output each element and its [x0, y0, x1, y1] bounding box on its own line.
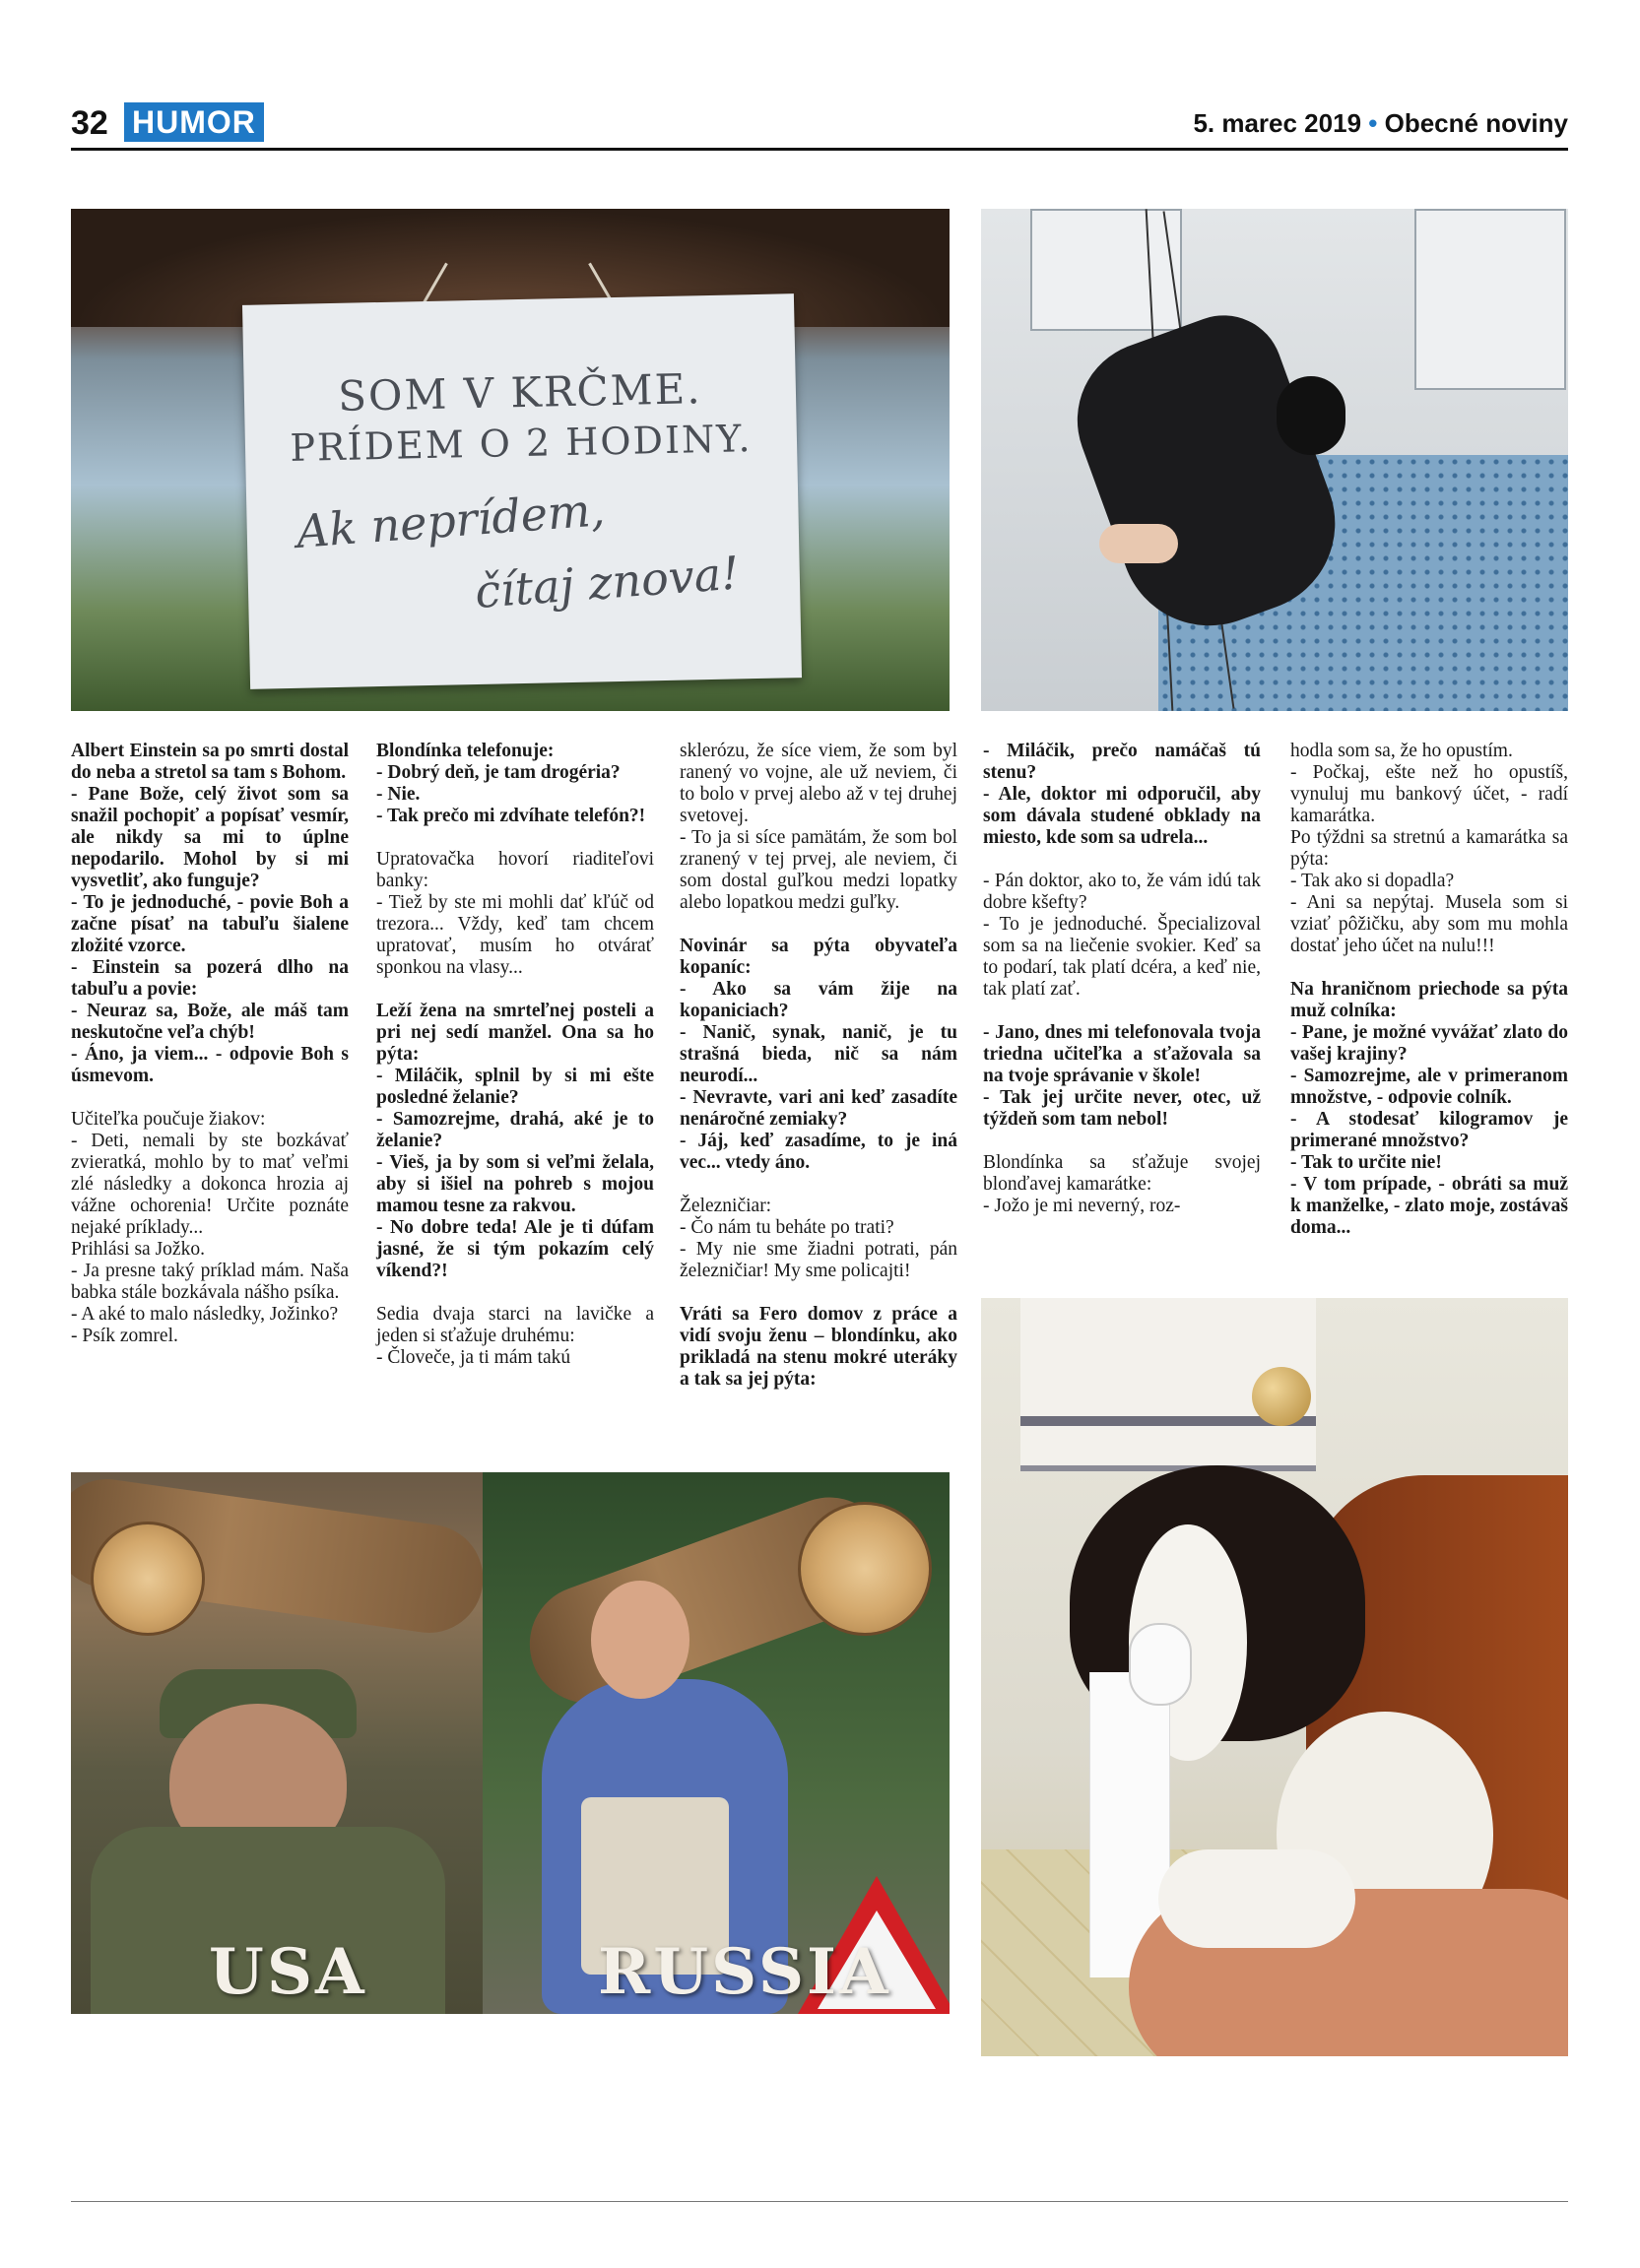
climber-leg [1099, 524, 1178, 563]
joke-line-bold: - A stodesať kilogramov je primerané množstvo? [1290, 1109, 1568, 1151]
joke-line-bold: - Jáj, keď zasadíme, to je iná vec... vtedy áno. [680, 1131, 957, 1173]
page-number: 32 [71, 104, 108, 142]
toilet-paper-roll [1129, 1623, 1192, 1706]
joke-line: Prihlási sa Jožko. [71, 1239, 205, 1260]
joke-line-bold: - Tak prečo mi zdvíhate telefón?! [376, 806, 646, 826]
page-header [71, 98, 1568, 148]
paragraph-gap [983, 1001, 1261, 1022]
paragraph-gap [71, 1087, 349, 1109]
photo-dog-toilet-paper [981, 1298, 1568, 2056]
joke-line: - Ani sa nepýtaj. Musela som si vziať pôžičku, aby som mu mohla dostať jeho účet na nulu!!! [1290, 892, 1568, 956]
joke-line: - A aké to malo následky, Jožinko? [71, 1304, 339, 1325]
joke-line-bold: - Nanič, synak, nanič, je tu strašná bieda, nič sa nám neurodí... [680, 1022, 957, 1086]
joke-line: - Jožo je mi neverný, roz- [983, 1196, 1181, 1216]
joke-line-bold: - Tak to určite nie! [1290, 1152, 1442, 1173]
paragraph-gap [376, 1282, 654, 1304]
separator-bullet: • [1368, 108, 1378, 138]
issue-date: 5. marec 2019 [1193, 108, 1362, 138]
paragraph-gap [680, 914, 957, 936]
joke-line-bold: - Ako sa vám žije na kopaniciach? [680, 979, 957, 1021]
joke-line-bold: - Dobrý deň, je tam drogéria? [376, 762, 621, 783]
joke-line-bold: - Nie. [376, 784, 421, 805]
joke-line-bold: - No dobre teda! Ale je ti dúfam jasné, že si tým pokazím celý víkend?! [376, 1217, 654, 1281]
joke-line-bold: - Tak jej určite never, otec, už týždeň som tam nebol! [983, 1087, 1261, 1130]
sign-text-line-4: čítaj znova! [473, 546, 742, 618]
joke-line-bold: Vráti sa Fero domov z práce a vidí svoju ženu – blondínku, ako prikladá na stenu mokré uteráky a tak sa jej pýta: [680, 1304, 957, 1390]
joke-line: - Tak ako si dopadla? [1290, 871, 1455, 891]
sign-board [242, 293, 802, 689]
joke-line-bold: - Miláčik, prečo namáčaš tú stenu? [983, 741, 1261, 783]
sign-text-line-1: SOM V KRČME. [337, 364, 703, 421]
joke-line-bold: Leží žena na smrteľnej posteli a pri nej sedí manžel. Ona sa ho pýta: [376, 1001, 654, 1065]
joke-column-5 [1290, 741, 1568, 1239]
joke-line-bold: - Miláčik, splnil by si mi ešte posledné želanie? [376, 1066, 654, 1108]
joke-line-bold: - Ale, doktor mi odporučil, aby som dávala studené obklady na miesto, kde som sa udrela... [983, 784, 1261, 848]
joke-line: Železničiar: [680, 1196, 772, 1216]
paragraph-gap [680, 1282, 957, 1304]
sign-text-line-3: Ak neprídem, [295, 483, 607, 558]
joke-column-1 [71, 741, 349, 1347]
joke-line: - My nie sme žiadni potrati, pán železničiar! My sme policajti! [680, 1239, 957, 1281]
joke-line-bold: - Pane Bože, celý život som sa snažil pochopiť a popísať vesmír, ale nikdy sa mi to úplne nepodarilo. Mohol by si mi vysvetliť, ako funguje? [71, 784, 349, 891]
dog-paw [1158, 1849, 1355, 1948]
paragraph-gap [376, 827, 654, 849]
paragraph-gap [1290, 957, 1568, 979]
photo-climber [981, 209, 1568, 711]
joke-line-bold: - V tom prípade, - obráti sa muž k manželke, - zlato moje, zostávaš doma... [1290, 1174, 1568, 1238]
joke-line-bold: - To je jednoduché, - povie Boh a začne písať na tabuľu šialene zložité vzorce. [71, 892, 349, 956]
footer-rule [71, 2201, 1568, 2202]
section-label: HUMOR [124, 102, 264, 142]
joke-line: Blondínka sa sťažuje svojej blonďavej kamarátke: [983, 1152, 1261, 1195]
woman-head [591, 1581, 689, 1699]
window-panel [1414, 209, 1566, 390]
joke-column-2 [376, 741, 654, 1369]
photo-pub-sign [71, 209, 950, 711]
paragraph-gap [680, 1174, 957, 1196]
joke-line-bold: - Áno, ja viem... - odpovie Boh s úsmevom. [71, 1044, 349, 1086]
joke-line: - Tiež by ste mi mohli dať kľúč od trezora... Vždy, keď tam chcem upratovať, musím ho otvárať sponkou na vlasy... [376, 892, 654, 978]
log-end [91, 1522, 205, 1636]
joke-line: - To ja si síce pamätám, že som bol zranený v tej prvej, ale neviem, či som dostal guľkou medzi lopatky alebo lopatkou medzi guľky. [680, 827, 957, 913]
joke-line: Sedia dvaja starci na lavičke a jeden si sťažuje druhému: [376, 1304, 654, 1346]
joke-line-bold: - Neuraz sa, Bože, ale máš tam neskutočne veľa chýb! [71, 1001, 349, 1043]
log-end [798, 1502, 932, 1636]
joke-line: Upratovačka hovorí riaditeľovi banky: [376, 849, 654, 891]
joke-line-bold: - Vieš, ja by som si veľmi želala, aby si išiel na pohreb s mojou mamou tesne za rakvou. [376, 1152, 654, 1216]
joke-line-bold: - Samozrejme, drahá, aké je to želanie? [376, 1109, 654, 1151]
joke-line-bold: Blondínka telefonuje: [376, 741, 555, 761]
joke-line-bold: Novinár sa pýta obyvateľa kopaníc: [680, 936, 957, 978]
joke-line-bold: Na hraničnom priechode sa pýta muž colníka: [1290, 979, 1568, 1021]
joke-line: - Pán doktor, ako to, že vám idú tak dobre kšefty? [983, 871, 1261, 913]
photo-russia-half [483, 1472, 950, 2014]
joke-line: - Človeče, ja ti mám takú [376, 1347, 571, 1368]
photo-usa-russia [71, 1472, 950, 2014]
sign-text-line-2: PRÍDEM O 2 HODINY. [289, 417, 753, 470]
door-knob [1252, 1367, 1311, 1426]
caption-russia: RUSSIA [598, 1935, 891, 2009]
joke-line-bold: - Jano, dnes mi telefonovala tvoja triedna učiteľka a sťažovala sa na tvoje správanie v škole! [983, 1022, 1261, 1086]
joke-line: - Deti, nemali by ste bozkávať zvieratká, mohlo by to mať veľmi zlé následky a dokonca hrozia aj vážne ochorenia! Určite poznáte nejaké príklady... [71, 1131, 349, 1238]
paragraph-gap [983, 1131, 1261, 1152]
caption-usa: USA [209, 1935, 367, 2009]
joke-line: - Čo nám tu beháte po trati? [680, 1217, 894, 1238]
paragraph-gap [983, 849, 1261, 871]
climber-head [1277, 376, 1345, 455]
joke-line: hodla som sa, že ho opustím. [1290, 741, 1513, 761]
joke-line: - Ja presne taký príklad mám. Naša babka stále bozkávala nášho psíka. [71, 1261, 349, 1303]
window-panel [1030, 209, 1182, 331]
joke-line: sklerózu, že síce viem, že som byl ranený vo vojne, ale už neviem, či to bolo v prvej alebo až v tej druhej svetovej. [680, 741, 957, 826]
header-rule [71, 148, 1568, 151]
joke-line: - Psík zomrel. [71, 1326, 178, 1346]
paragraph-gap [376, 979, 654, 1001]
dateline [1193, 108, 1568, 139]
joke-line-bold: - Pane, je možné vyvážať zlato do vašej krajiny? [1290, 1022, 1568, 1065]
joke-column-4 [983, 741, 1261, 1217]
joke-line: - Počkaj, ešte než ho opustíš, vynuluj mu bankový účet, - radí kamarátka. [1290, 762, 1568, 826]
joke-line-bold: Albert Einstein sa po smrti dostal do neba a stretol sa tam s Bohom. [71, 741, 349, 783]
publication-name: Obecné noviny [1384, 108, 1568, 138]
joke-line: Po týždni sa stretnú a kamarátka sa pýta: [1290, 827, 1568, 870]
joke-line: - To je jednoduché. Špecializoval som sa na liečenie svokier. Keď sa to podarí, tak platí dcéra, a keď nie, tak platí zať. [983, 914, 1261, 1000]
joke-line-bold: - Nevravte, vari ani keď zasadíte nenáročné zemiaky? [680, 1087, 957, 1130]
joke-line-bold: - Samozrejme, ale v primeranom množstve, - odpovie colník. [1290, 1066, 1568, 1108]
joke-line-bold: - Einstein sa pozerá dlho na tabuľu a povie: [71, 957, 349, 1000]
joke-column-3 [680, 741, 957, 1391]
joke-line: Učiteľka poučuje žiakov: [71, 1109, 266, 1130]
photo-usa-half [71, 1472, 483, 2014]
